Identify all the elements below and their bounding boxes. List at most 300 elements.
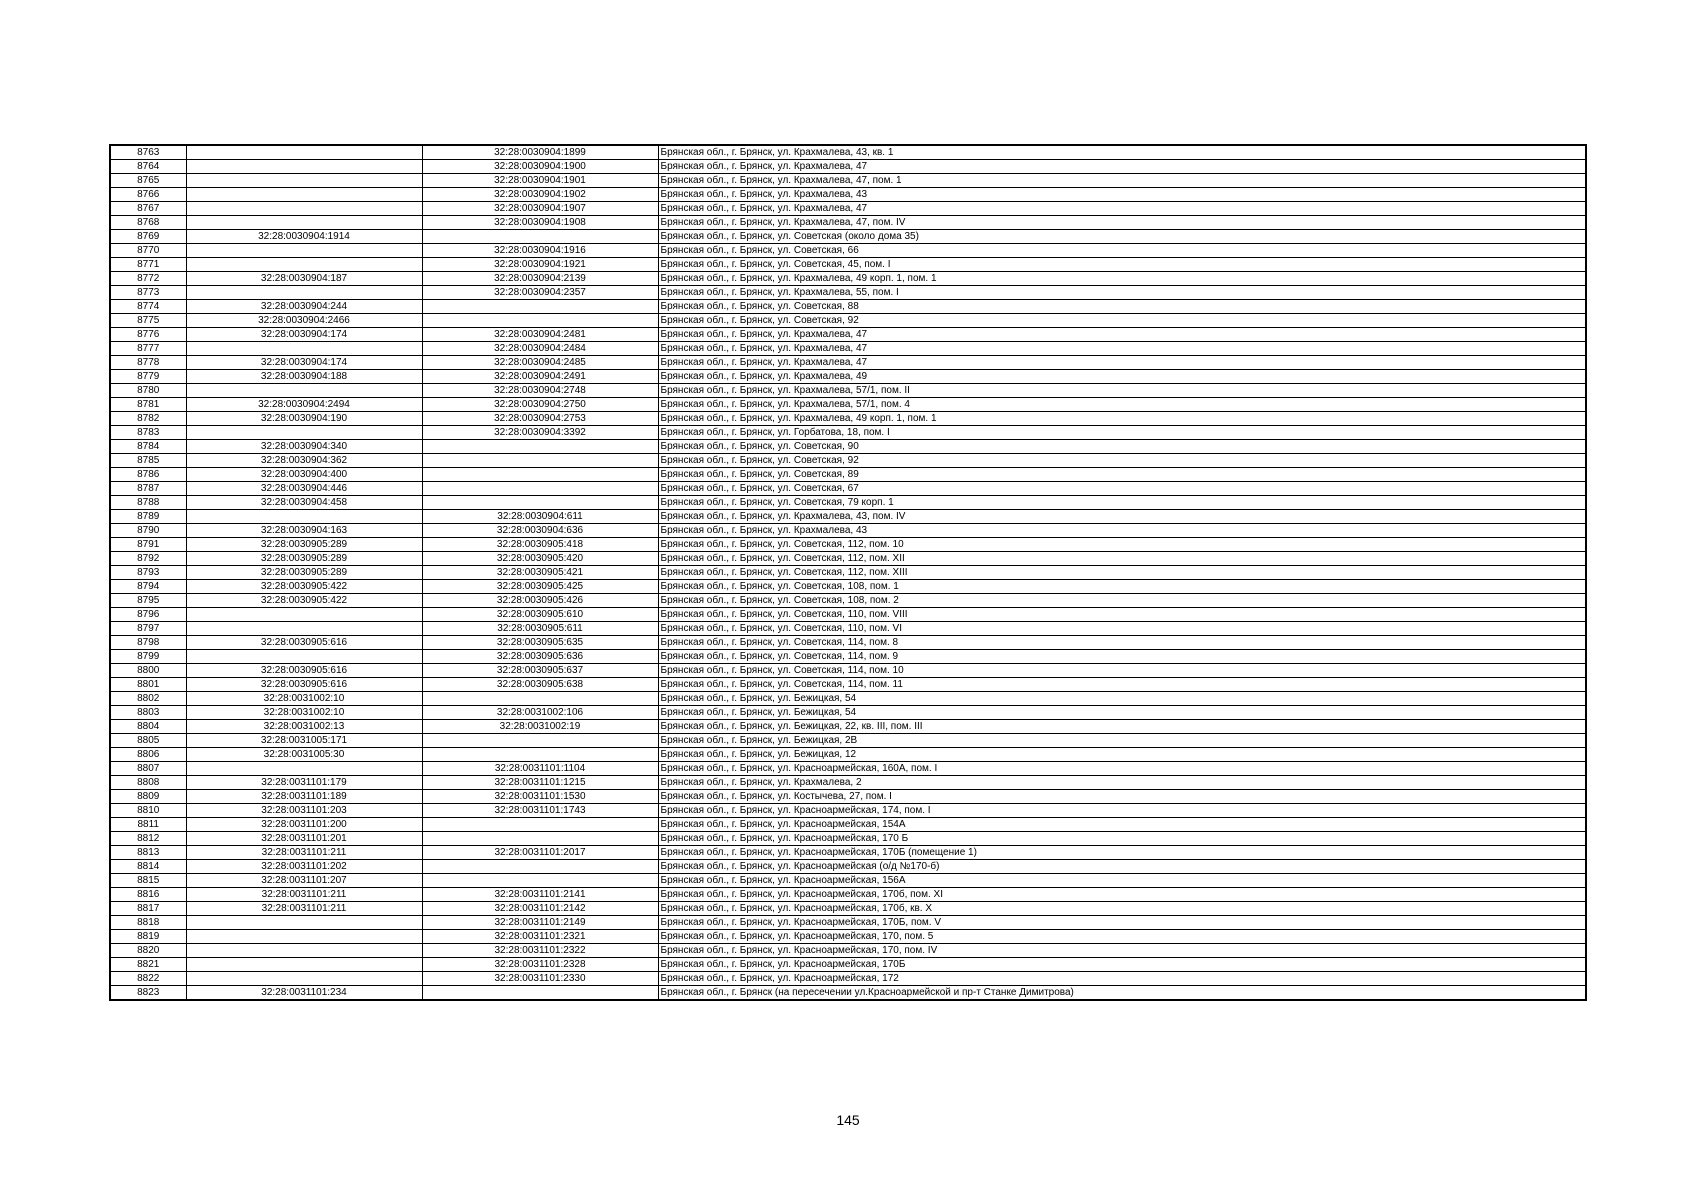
row-number-cell: 8817 bbox=[110, 902, 186, 916]
object-cadastral-cell: 32:28:0031101:2141 bbox=[422, 888, 658, 902]
address-cell: Брянская обл., г. Брянск, ул. Крахмалева, 47 bbox=[658, 328, 1586, 342]
address-cell: Брянская обл., г. Брянск, ул. Советская, 108, пом. 2 bbox=[658, 594, 1586, 608]
row-number-cell: 8799 bbox=[110, 650, 186, 664]
land-plot-cadastral-cell: 32:28:0030904:458 bbox=[186, 496, 422, 510]
object-cadastral-cell: 32:28:0031101:1530 bbox=[422, 790, 658, 804]
row-number-cell: 8783 bbox=[110, 426, 186, 440]
table-row bbox=[110, 566, 1586, 580]
land-plot-cadastral-cell bbox=[186, 510, 422, 524]
row-number-cell: 8804 bbox=[110, 720, 186, 734]
table-row bbox=[110, 230, 1586, 244]
table-row bbox=[110, 972, 1586, 986]
table-row bbox=[110, 454, 1586, 468]
land-plot-cadastral-cell: 32:28:0031101:211 bbox=[186, 846, 422, 860]
land-plot-cadastral-cell: 32:28:0030905:289 bbox=[186, 566, 422, 580]
row-number-cell: 8767 bbox=[110, 202, 186, 216]
land-plot-cadastral-cell: 32:28:0031005:30 bbox=[186, 748, 422, 762]
address-cell: Брянская обл., г. Брянск, ул. Красноармейская, 154А bbox=[658, 818, 1586, 832]
object-cadastral-cell: 32:28:0030904:3392 bbox=[422, 426, 658, 440]
address-cell: Брянская обл., г. Брянск, ул. Крахмалева, 43 bbox=[658, 524, 1586, 538]
table-row bbox=[110, 804, 1586, 818]
table-row bbox=[110, 160, 1586, 174]
land-plot-cadastral-cell bbox=[186, 202, 422, 216]
row-number-cell: 8802 bbox=[110, 692, 186, 706]
row-number-cell: 8789 bbox=[110, 510, 186, 524]
row-number-cell: 8769 bbox=[110, 230, 186, 244]
row-number-cell: 8819 bbox=[110, 930, 186, 944]
land-plot-cadastral-cell: 32:28:0030905:616 bbox=[186, 636, 422, 650]
address-cell: Брянская обл., г. Брянск, ул. Советская, 66 bbox=[658, 244, 1586, 258]
table-row bbox=[110, 468, 1586, 482]
address-cell: Брянская обл., г. Брянск, ул. Красноармейская, 170б, пом. XI bbox=[658, 888, 1586, 902]
address-cell: Брянская обл., г. Брянск, ул. Крахмалева, 2 bbox=[658, 776, 1586, 790]
address-cell: Брянская обл., г. Брянск, ул. Крахмалева, 55, пом. I bbox=[658, 286, 1586, 300]
object-cadastral-cell: 32:28:0031101:2017 bbox=[422, 846, 658, 860]
land-plot-cadastral-cell: 32:28:0031002:10 bbox=[186, 706, 422, 720]
row-number-cell: 8795 bbox=[110, 594, 186, 608]
address-cell: Брянская обл., г. Брянск, ул. Красноармейская, 170б, кв. X bbox=[658, 902, 1586, 916]
row-number-cell: 8797 bbox=[110, 622, 186, 636]
object-cadastral-cell: 32:28:0030904:2139 bbox=[422, 272, 658, 286]
row-number-cell: 8774 bbox=[110, 300, 186, 314]
address-cell: Брянская обл., г. Брянск, ул. Красноармейская (о/д №170-б) bbox=[658, 860, 1586, 874]
table-row bbox=[110, 398, 1586, 412]
table-row bbox=[110, 258, 1586, 272]
land-plot-cadastral-cell: 32:28:0030904:362 bbox=[186, 454, 422, 468]
table-row bbox=[110, 692, 1586, 706]
land-plot-cadastral-cell bbox=[186, 608, 422, 622]
land-plot-cadastral-cell: 32:28:0030904:340 bbox=[186, 440, 422, 454]
row-number-cell: 8801 bbox=[110, 678, 186, 692]
table-row bbox=[110, 986, 1586, 1001]
table-row bbox=[110, 538, 1586, 552]
object-cadastral-cell: 32:28:0030904:1901 bbox=[422, 174, 658, 188]
table-row bbox=[110, 636, 1586, 650]
object-cadastral-cell: 32:28:0030905:637 bbox=[422, 664, 658, 678]
land-plot-cadastral-cell: 32:28:0030904:446 bbox=[186, 482, 422, 496]
land-plot-cadastral-cell: 32:28:0031101:203 bbox=[186, 804, 422, 818]
address-cell: Брянская обл., г. Брянск, ул. Советская, 92 bbox=[658, 454, 1586, 468]
address-cell: Брянская обл., г. Брянск, ул. Крахмалева, 47 bbox=[658, 342, 1586, 356]
address-cell: Брянская обл., г. Брянск, ул. Крахмалева, 47 bbox=[658, 202, 1586, 216]
address-cell: Брянская обл., г. Брянск, ул. Бежицкая, 54 bbox=[658, 692, 1586, 706]
address-cell: Брянская обл., г. Брянск, ул. Советская, 114, пом. 10 bbox=[658, 664, 1586, 678]
land-plot-cadastral-cell bbox=[186, 145, 422, 160]
object-cadastral-cell: 32:28:0031101:1743 bbox=[422, 804, 658, 818]
address-cell: Брянская обл., г. Брянск, ул. Советская, 88 bbox=[658, 300, 1586, 314]
table-row bbox=[110, 818, 1586, 832]
land-plot-cadastral-cell bbox=[186, 244, 422, 258]
address-cell: Брянская обл., г. Брянск, ул. Бежицкая, 22, кв. III, пом. III bbox=[658, 720, 1586, 734]
address-cell: Брянская обл., г. Брянск, ул. Советская, 89 bbox=[658, 468, 1586, 482]
land-plot-cadastral-cell bbox=[186, 930, 422, 944]
address-cell: Брянская обл., г. Брянск, ул. Крахмалева, 43, кв. 1 bbox=[658, 145, 1586, 160]
land-plot-cadastral-cell bbox=[186, 426, 422, 440]
table-row bbox=[110, 286, 1586, 300]
address-cell: Брянская обл., г. Брянск, ул. Крахмалева, 57/1, пом. 4 bbox=[658, 398, 1586, 412]
land-plot-cadastral-cell: 32:28:0030904:163 bbox=[186, 524, 422, 538]
land-plot-cadastral-cell: 32:28:0030904:174 bbox=[186, 356, 422, 370]
object-cadastral-cell: 32:28:0031101:2149 bbox=[422, 916, 658, 930]
land-plot-cadastral-cell: 32:28:0030904:1914 bbox=[186, 230, 422, 244]
land-plot-cadastral-cell: 32:28:0030904:2466 bbox=[186, 314, 422, 328]
land-plot-cadastral-cell: 32:28:0030904:188 bbox=[186, 370, 422, 384]
table-row bbox=[110, 944, 1586, 958]
land-plot-cadastral-cell: 32:28:0031101:211 bbox=[186, 902, 422, 916]
table-row bbox=[110, 930, 1586, 944]
object-cadastral-cell bbox=[422, 496, 658, 510]
row-number-cell: 8822 bbox=[110, 972, 186, 986]
row-number-cell: 8821 bbox=[110, 958, 186, 972]
row-number-cell: 8777 bbox=[110, 342, 186, 356]
object-cadastral-cell: 32:28:0031101:2330 bbox=[422, 972, 658, 986]
land-plot-cadastral-cell: 32:28:0031002:10 bbox=[186, 692, 422, 706]
object-cadastral-cell: 32:28:0031002:106 bbox=[422, 706, 658, 720]
address-cell: Брянская обл., г. Брянск, ул. Советская, 90 bbox=[658, 440, 1586, 454]
table-row bbox=[110, 174, 1586, 188]
table-row bbox=[110, 888, 1586, 902]
address-cell: Брянская обл., г. Брянск, ул. Советская, 112, пом. 10 bbox=[658, 538, 1586, 552]
row-number-cell: 8791 bbox=[110, 538, 186, 552]
row-number-cell: 8816 bbox=[110, 888, 186, 902]
row-number-cell: 8793 bbox=[110, 566, 186, 580]
row-number-cell: 8766 bbox=[110, 188, 186, 202]
row-number-cell: 8805 bbox=[110, 734, 186, 748]
object-cadastral-cell: 32:28:0030904:1921 bbox=[422, 258, 658, 272]
land-plot-cadastral-cell: 32:28:0030905:422 bbox=[186, 580, 422, 594]
land-plot-cadastral-cell: 32:28:0031101:189 bbox=[186, 790, 422, 804]
object-cadastral-cell bbox=[422, 986, 658, 1001]
address-cell: Брянская обл., г. Брянск, ул. Красноармейская, 172 bbox=[658, 972, 1586, 986]
row-number-cell: 8776 bbox=[110, 328, 186, 342]
object-cadastral-cell bbox=[422, 860, 658, 874]
address-cell: Брянская обл., г. Брянск, ул. Красноармейская, 170Б bbox=[658, 958, 1586, 972]
row-number-cell: 8765 bbox=[110, 174, 186, 188]
land-plot-cadastral-cell: 32:28:0031002:13 bbox=[186, 720, 422, 734]
address-cell: Брянская обл., г. Брянск, ул. Советская, 67 bbox=[658, 482, 1586, 496]
address-cell: Брянская обл., г. Брянск, ул. Советская, 114, пом. 8 bbox=[658, 636, 1586, 650]
table-row bbox=[110, 748, 1586, 762]
row-number-cell: 8815 bbox=[110, 874, 186, 888]
land-plot-cadastral-cell: 32:28:0031101:207 bbox=[186, 874, 422, 888]
address-cell: Брянская обл., г. Брянск, ул. Бежицкая, 12 bbox=[658, 748, 1586, 762]
object-cadastral-cell: 32:28:0030904:1916 bbox=[422, 244, 658, 258]
row-number-cell: 8796 bbox=[110, 608, 186, 622]
address-cell: Брянская обл., г. Брянск, ул. Бежицкая, 2В bbox=[658, 734, 1586, 748]
object-cadastral-cell: 32:28:0030904:2748 bbox=[422, 384, 658, 398]
address-cell: Брянская обл., г. Брянск, ул. Крахмалева, 47 bbox=[658, 356, 1586, 370]
row-number-cell: 8788 bbox=[110, 496, 186, 510]
address-cell: Брянская обл., г. Брянск, ул. Крахмалева, 57/1, пом. II bbox=[658, 384, 1586, 398]
table-row bbox=[110, 496, 1586, 510]
object-cadastral-cell: 32:28:0030905:426 bbox=[422, 594, 658, 608]
address-cell: Брянская обл., г. Брянск, ул. Советская, 79 корп. 1 bbox=[658, 496, 1586, 510]
table-row bbox=[110, 510, 1586, 524]
object-cadastral-cell: 32:28:0030905:611 bbox=[422, 622, 658, 636]
land-plot-cadastral-cell bbox=[186, 216, 422, 230]
table-row bbox=[110, 580, 1586, 594]
address-cell: Брянская обл., г. Брянск, ул. Красноармейская, 170 Б bbox=[658, 832, 1586, 846]
land-plot-cadastral-cell bbox=[186, 258, 422, 272]
object-cadastral-cell bbox=[422, 454, 658, 468]
row-number-cell: 8770 bbox=[110, 244, 186, 258]
object-cadastral-cell: 32:28:0030905:635 bbox=[422, 636, 658, 650]
page-number: 145 bbox=[836, 1112, 860, 1128]
land-plot-cadastral-cell bbox=[186, 958, 422, 972]
table-row bbox=[110, 482, 1586, 496]
object-cadastral-cell bbox=[422, 440, 658, 454]
object-cadastral-cell: 32:28:0030904:2484 bbox=[422, 342, 658, 356]
object-cadastral-cell bbox=[422, 468, 658, 482]
row-number-cell: 8814 bbox=[110, 860, 186, 874]
row-number-cell: 8782 bbox=[110, 412, 186, 426]
address-cell: Брянская обл., г. Брянск, ул. Советская, 112, пом. XIII bbox=[658, 566, 1586, 580]
object-cadastral-cell bbox=[422, 230, 658, 244]
object-cadastral-cell: 32:28:0030904:2357 bbox=[422, 286, 658, 300]
land-plot-cadastral-cell bbox=[186, 174, 422, 188]
table-row bbox=[110, 622, 1586, 636]
land-plot-cadastral-cell bbox=[186, 650, 422, 664]
table-row bbox=[110, 958, 1586, 972]
land-plot-cadastral-cell: 32:28:0031101:234 bbox=[186, 986, 422, 1001]
object-cadastral-cell: 32:28:0031101:1215 bbox=[422, 776, 658, 790]
land-plot-cadastral-cell bbox=[186, 342, 422, 356]
table-row bbox=[110, 412, 1586, 426]
table-row bbox=[110, 440, 1586, 454]
table-row bbox=[110, 145, 1586, 160]
land-plot-cadastral-cell bbox=[186, 916, 422, 930]
table-row bbox=[110, 720, 1586, 734]
object-cadastral-cell: 32:28:0030904:1899 bbox=[422, 145, 658, 160]
land-plot-cadastral-cell: 32:28:0030904:174 bbox=[186, 328, 422, 342]
table-row bbox=[110, 188, 1586, 202]
land-plot-cadastral-cell: 32:28:0030904:187 bbox=[186, 272, 422, 286]
table-row bbox=[110, 300, 1586, 314]
table-row bbox=[110, 384, 1586, 398]
object-cadastral-cell: 32:28:0030905:638 bbox=[422, 678, 658, 692]
table-row bbox=[110, 608, 1586, 622]
table-row bbox=[110, 524, 1586, 538]
land-plot-cadastral-cell: 32:28:0030904:2494 bbox=[186, 398, 422, 412]
row-number-cell: 8771 bbox=[110, 258, 186, 272]
row-number-cell: 8807 bbox=[110, 762, 186, 776]
row-number-cell: 8812 bbox=[110, 832, 186, 846]
object-cadastral-cell: 32:28:0030904:2753 bbox=[422, 412, 658, 426]
object-cadastral-cell bbox=[422, 482, 658, 496]
row-number-cell: 8786 bbox=[110, 468, 186, 482]
land-plot-cadastral-cell: 32:28:0031101:202 bbox=[186, 860, 422, 874]
land-plot-cadastral-cell: 32:28:0031101:179 bbox=[186, 776, 422, 790]
address-cell: Брянская обл., г. Брянск, ул. Крахмалева, 43 bbox=[658, 188, 1586, 202]
row-number-cell: 8803 bbox=[110, 706, 186, 720]
table-row bbox=[110, 314, 1586, 328]
address-cell: Брянская обл., г. Брянск, ул. Красноармейская, 170, пом. 5 bbox=[658, 930, 1586, 944]
object-cadastral-cell bbox=[422, 734, 658, 748]
object-cadastral-cell: 32:28:0031101:2142 bbox=[422, 902, 658, 916]
table-row bbox=[110, 342, 1586, 356]
land-plot-cadastral-cell: 32:28:0031005:171 bbox=[186, 734, 422, 748]
row-number-cell: 8808 bbox=[110, 776, 186, 790]
row-number-cell: 8773 bbox=[110, 286, 186, 300]
row-number-cell: 8785 bbox=[110, 454, 186, 468]
row-number-cell: 8820 bbox=[110, 944, 186, 958]
registry-table-body bbox=[110, 145, 1586, 1000]
table-row bbox=[110, 370, 1586, 384]
object-cadastral-cell: 32:28:0030904:636 bbox=[422, 524, 658, 538]
table-row bbox=[110, 860, 1586, 874]
address-cell: Брянская обл., г. Брянск, ул. Красноармейская, 160А, пом. I bbox=[658, 762, 1586, 776]
address-cell: Брянская обл., г. Брянск, ул. Крахмалева, 47, пом. IV bbox=[658, 216, 1586, 230]
land-plot-cadastral-cell bbox=[186, 622, 422, 636]
row-number-cell: 8781 bbox=[110, 398, 186, 412]
address-cell: Брянская обл., г. Брянск, ул. Костычева, 27, пом. I bbox=[658, 790, 1586, 804]
object-cadastral-cell: 32:28:0030904:2485 bbox=[422, 356, 658, 370]
table-row bbox=[110, 706, 1586, 720]
object-cadastral-cell bbox=[422, 832, 658, 846]
row-number-cell: 8768 bbox=[110, 216, 186, 230]
registry-table bbox=[109, 144, 1587, 1001]
row-number-cell: 8806 bbox=[110, 748, 186, 762]
address-cell: Брянская обл., г. Брянск, ул. Крахмалева, 49 bbox=[658, 370, 1586, 384]
row-number-cell: 8794 bbox=[110, 580, 186, 594]
row-number-cell: 8784 bbox=[110, 440, 186, 454]
table-row bbox=[110, 552, 1586, 566]
object-cadastral-cell: 32:28:0030905:418 bbox=[422, 538, 658, 552]
land-plot-cadastral-cell: 32:28:0030905:289 bbox=[186, 552, 422, 566]
address-cell: Брянская обл., г. Брянск, ул. Крахмалева, 47 bbox=[658, 160, 1586, 174]
row-number-cell: 8779 bbox=[110, 370, 186, 384]
table-row bbox=[110, 216, 1586, 230]
address-cell: Брянская обл., г. Брянск, ул. Советская, 112, пом. XII bbox=[658, 552, 1586, 566]
row-number-cell: 8811 bbox=[110, 818, 186, 832]
object-cadastral-cell: 32:28:0030904:2750 bbox=[422, 398, 658, 412]
address-cell: Брянская обл., г. Брянск, ул. Советская, 114, пом. 9 bbox=[658, 650, 1586, 664]
land-plot-cadastral-cell: 32:28:0030904:244 bbox=[186, 300, 422, 314]
table-row bbox=[110, 846, 1586, 860]
table-row bbox=[110, 356, 1586, 370]
object-cadastral-cell: 32:28:0030905:610 bbox=[422, 608, 658, 622]
address-cell: Брянская обл., г. Брянск, ул. Бежицкая, 54 bbox=[658, 706, 1586, 720]
address-cell: Брянская обл., г. Брянск, ул. Красноармейская, 170Б, пом. V bbox=[658, 916, 1586, 930]
land-plot-cadastral-cell bbox=[186, 944, 422, 958]
address-cell: Брянская обл., г. Брянск, ул. Красноармейская, 156А bbox=[658, 874, 1586, 888]
table-row bbox=[110, 328, 1586, 342]
row-number-cell: 8772 bbox=[110, 272, 186, 286]
row-number-cell: 8792 bbox=[110, 552, 186, 566]
row-number-cell: 8813 bbox=[110, 846, 186, 860]
registry-table-container bbox=[109, 144, 1585, 1001]
land-plot-cadastral-cell: 32:28:0030905:616 bbox=[186, 678, 422, 692]
land-plot-cadastral-cell bbox=[186, 188, 422, 202]
address-cell: Брянская обл., г. Брянск, ул. Красноармейская, 174, пом. I bbox=[658, 804, 1586, 818]
table-row bbox=[110, 202, 1586, 216]
object-cadastral-cell: 32:28:0030905:420 bbox=[422, 552, 658, 566]
object-cadastral-cell bbox=[422, 692, 658, 706]
row-number-cell: 8810 bbox=[110, 804, 186, 818]
object-cadastral-cell bbox=[422, 818, 658, 832]
table-row bbox=[110, 902, 1586, 916]
land-plot-cadastral-cell bbox=[186, 384, 422, 398]
row-number-cell: 8780 bbox=[110, 384, 186, 398]
row-number-cell: 8787 bbox=[110, 482, 186, 496]
row-number-cell: 8800 bbox=[110, 664, 186, 678]
table-row bbox=[110, 832, 1586, 846]
row-number-cell: 8775 bbox=[110, 314, 186, 328]
land-plot-cadastral-cell: 32:28:0030905:289 bbox=[186, 538, 422, 552]
object-cadastral-cell: 32:28:0030904:2481 bbox=[422, 328, 658, 342]
object-cadastral-cell bbox=[422, 874, 658, 888]
land-plot-cadastral-cell: 32:28:0031101:200 bbox=[186, 818, 422, 832]
land-plot-cadastral-cell: 32:28:0030904:190 bbox=[186, 412, 422, 426]
address-cell: Брянская обл., г. Брянск, ул. Советская, 45, пом. I bbox=[658, 258, 1586, 272]
address-cell: Брянская обл., г. Брянск, ул. Крахмалева, 47, пом. 1 bbox=[658, 174, 1586, 188]
object-cadastral-cell: 32:28:0031101:2328 bbox=[422, 958, 658, 972]
row-number-cell: 8818 bbox=[110, 916, 186, 930]
address-cell: Брянская обл., г. Брянск, ул. Советская, 92 bbox=[658, 314, 1586, 328]
address-cell: Брянская обл., г. Брянск, ул. Красноармейская, 170, пом. IV bbox=[658, 944, 1586, 958]
address-cell: Брянская обл., г. Брянск, ул. Крахмалева, 43, пом. IV bbox=[658, 510, 1586, 524]
object-cadastral-cell bbox=[422, 748, 658, 762]
table-row bbox=[110, 790, 1586, 804]
object-cadastral-cell: 32:28:0030904:1902 bbox=[422, 188, 658, 202]
land-plot-cadastral-cell bbox=[186, 972, 422, 986]
land-plot-cadastral-cell bbox=[186, 286, 422, 300]
address-cell: Брянская обл., г. Брянск, ул. Советская, 110, пом. VI bbox=[658, 622, 1586, 636]
table-row bbox=[110, 272, 1586, 286]
address-cell: Брянская обл., г. Брянск (на пересечении ул.Красноармейской и пр-т Станке Димитрова) bbox=[658, 986, 1586, 1001]
row-number-cell: 8764 bbox=[110, 160, 186, 174]
address-cell: Брянская обл., г. Брянск, ул. Крахмалева, 49 корп. 1, пом. 1 bbox=[658, 412, 1586, 426]
object-cadastral-cell: 32:28:0030905:425 bbox=[422, 580, 658, 594]
table-row bbox=[110, 426, 1586, 440]
land-plot-cadastral-cell: 32:28:0030905:616 bbox=[186, 664, 422, 678]
row-number-cell: 8778 bbox=[110, 356, 186, 370]
land-plot-cadastral-cell: 32:28:0030905:422 bbox=[186, 594, 422, 608]
table-row bbox=[110, 916, 1586, 930]
object-cadastral-cell: 32:28:0030904:1908 bbox=[422, 216, 658, 230]
table-row bbox=[110, 734, 1586, 748]
table-row bbox=[110, 762, 1586, 776]
row-number-cell: 8798 bbox=[110, 636, 186, 650]
object-cadastral-cell: 32:28:0030904:2491 bbox=[422, 370, 658, 384]
object-cadastral-cell: 32:28:0030904:611 bbox=[422, 510, 658, 524]
address-cell: Брянская обл., г. Брянск, ул. Советская, 108, пом. 1 bbox=[658, 580, 1586, 594]
table-row bbox=[110, 874, 1586, 888]
row-number-cell: 8809 bbox=[110, 790, 186, 804]
table-row bbox=[110, 678, 1586, 692]
land-plot-cadastral-cell bbox=[186, 762, 422, 776]
address-cell: Брянская обл., г. Брянск, ул. Советская (около дома 35) bbox=[658, 230, 1586, 244]
table-row bbox=[110, 664, 1586, 678]
row-number-cell: 8823 bbox=[110, 986, 186, 1001]
object-cadastral-cell: 32:28:0030904:1900 bbox=[422, 160, 658, 174]
land-plot-cadastral-cell: 32:28:0031101:201 bbox=[186, 832, 422, 846]
table-row bbox=[110, 776, 1586, 790]
table-row bbox=[110, 650, 1586, 664]
address-cell: Брянская обл., г. Брянск, ул. Советская, 110, пом. VIII bbox=[658, 608, 1586, 622]
row-number-cell: 8763 bbox=[110, 145, 186, 160]
object-cadastral-cell bbox=[422, 300, 658, 314]
land-plot-cadastral-cell bbox=[186, 160, 422, 174]
address-cell: Брянская обл., г. Брянск, ул. Горбатова, 18, пом. I bbox=[658, 426, 1586, 440]
object-cadastral-cell: 32:28:0030904:1907 bbox=[422, 202, 658, 216]
address-cell: Брянская обл., г. Брянск, ул. Крахмалева, 49 корп. 1, пом. 1 bbox=[658, 272, 1586, 286]
land-plot-cadastral-cell: 32:28:0031101:211 bbox=[186, 888, 422, 902]
object-cadastral-cell: 32:28:0031101:2322 bbox=[422, 944, 658, 958]
row-number-cell: 8790 bbox=[110, 524, 186, 538]
land-plot-cadastral-cell: 32:28:0030904:400 bbox=[186, 468, 422, 482]
object-cadastral-cell: 32:28:0030905:636 bbox=[422, 650, 658, 664]
